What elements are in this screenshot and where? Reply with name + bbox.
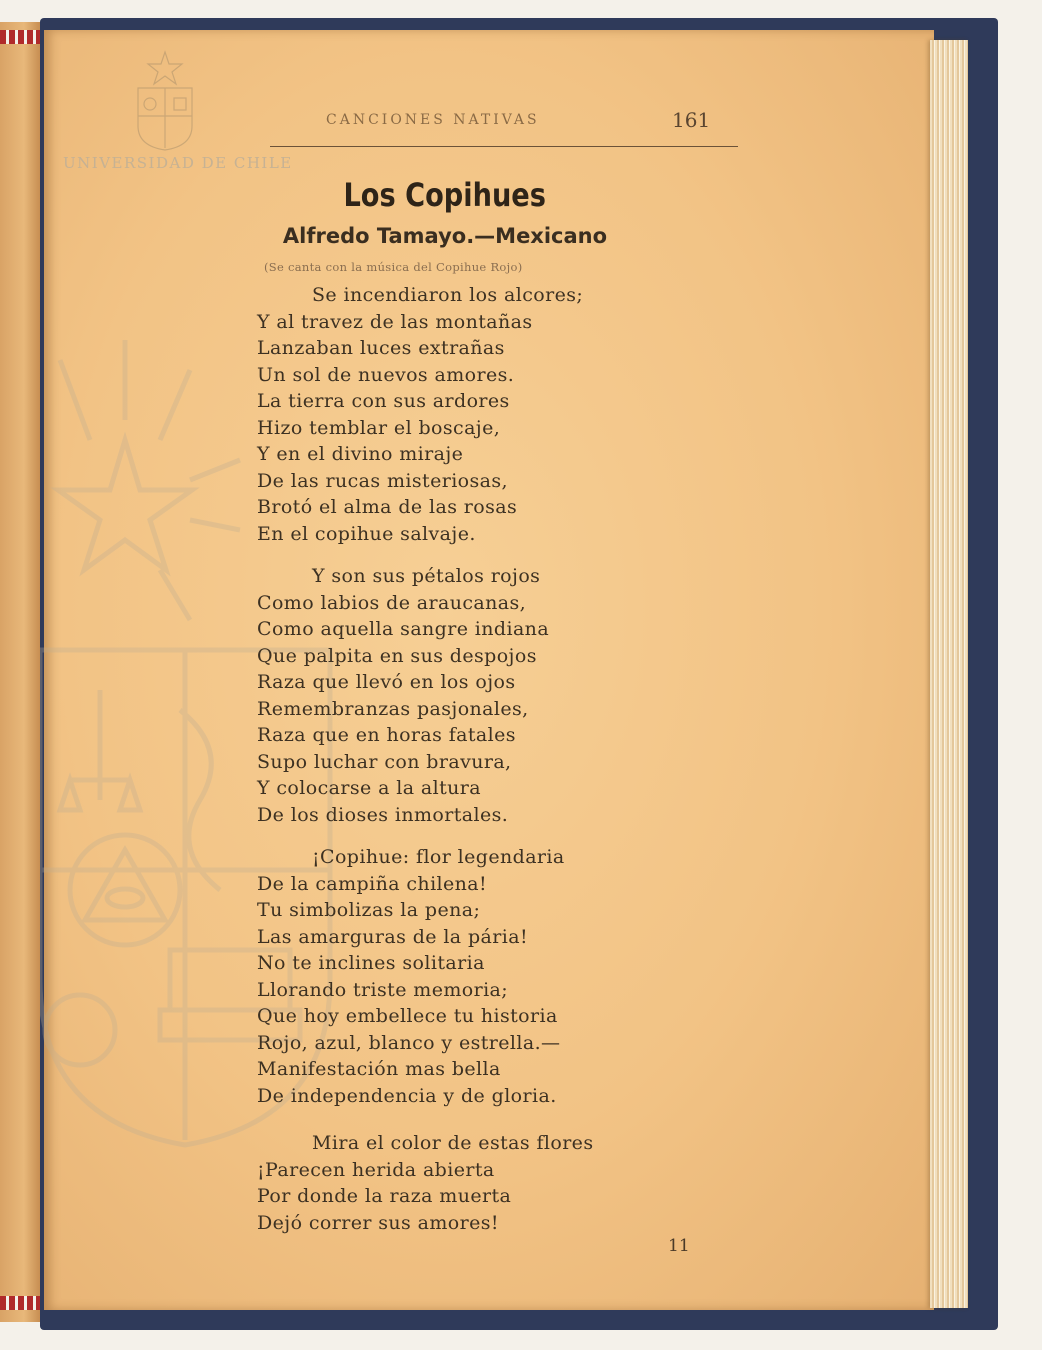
- verse-line: ¡Parecen herida abierta: [257, 1158, 495, 1181]
- verse-line: Hizo temblar el boscaje,: [257, 416, 501, 439]
- verse-line: Que palpita en sus despojos: [257, 644, 537, 667]
- verse-line: Tu simbolizas la pena;: [257, 899, 481, 921]
- verse-line: Por donde la raza muerta: [257, 1185, 512, 1207]
- poem-author: Alfredo Tamayo.—Mexicano: [282, 224, 608, 248]
- verse-line: Dejó correr sus amores!: [257, 1211, 499, 1234]
- signature-mark: 11: [668, 1236, 690, 1256]
- verse-line: Y al travez de las montañas: [257, 310, 533, 333]
- verse-line: Mira el color de estas flores: [312, 1132, 594, 1154]
- verse-line: Manifestación mas bella: [257, 1058, 501, 1080]
- verse-line: Y son sus pétalos rojos: [312, 565, 541, 587]
- verse-line: Se incendiaron los alcores;: [312, 284, 584, 306]
- stanza-3: [257, 844, 565, 1109]
- verse-line: Raza que llevó en los ojos: [257, 671, 516, 693]
- running-head: CANCIONES NATIVAS: [326, 112, 540, 128]
- verse-line: De independencia y de gloria.: [257, 1084, 557, 1107]
- verse-line: De la campiña chilena!: [257, 872, 488, 895]
- verse-line: Lanzaban luces extrañas: [257, 337, 505, 359]
- verse-line: Remembranzas pasjonales,: [257, 697, 529, 720]
- header-rule: [270, 146, 738, 147]
- verse-line: Y colocarse a la altura: [257, 777, 481, 799]
- verse-line: La tierra con sus ardores: [257, 390, 510, 412]
- page-number: 161: [672, 108, 711, 132]
- watermark-label: UNIVERSIDAD DE CHILE: [63, 154, 293, 172]
- verse-line: Llorando triste memoria;: [257, 978, 509, 1001]
- stanza-1: [257, 282, 583, 547]
- stanza-2: [257, 563, 549, 828]
- verse-line: De las rucas misteriosas,: [257, 469, 508, 492]
- verse-line: Raza que en horas fatales: [257, 724, 516, 746]
- verse-line: Como labios de araucanas,: [257, 591, 527, 614]
- stanza-4: [257, 1130, 593, 1236]
- verse-line: Supo luchar con bravura,: [257, 750, 512, 773]
- verse-line: ¡Copihue: flor legendaria: [312, 846, 565, 868]
- verse-line: No te inclines solitaria: [257, 952, 485, 974]
- verse-line: Que hoy embellece tu historia: [257, 1005, 558, 1027]
- verse-line: Brotó el alma de las rosas: [257, 496, 518, 518]
- verse-line: Como aquella sangre indiana: [257, 618, 550, 640]
- verse-line: De los dioses inmortales.: [257, 803, 509, 826]
- poem-title: Los Copihues: [343, 176, 546, 214]
- verse-line: En el copihue salvaje.: [257, 522, 476, 545]
- poem-note: (Se canta con la música del Copihue Rojo): [264, 260, 523, 274]
- verse-line: Rojo, azul, blanco y estrella.—: [257, 1031, 561, 1054]
- verse-line: Y en el divino miraje: [257, 443, 464, 465]
- verse-line: Un sol de nuevos amores.: [257, 363, 515, 386]
- verse-line: Las amarguras de la pária!: [257, 925, 528, 948]
